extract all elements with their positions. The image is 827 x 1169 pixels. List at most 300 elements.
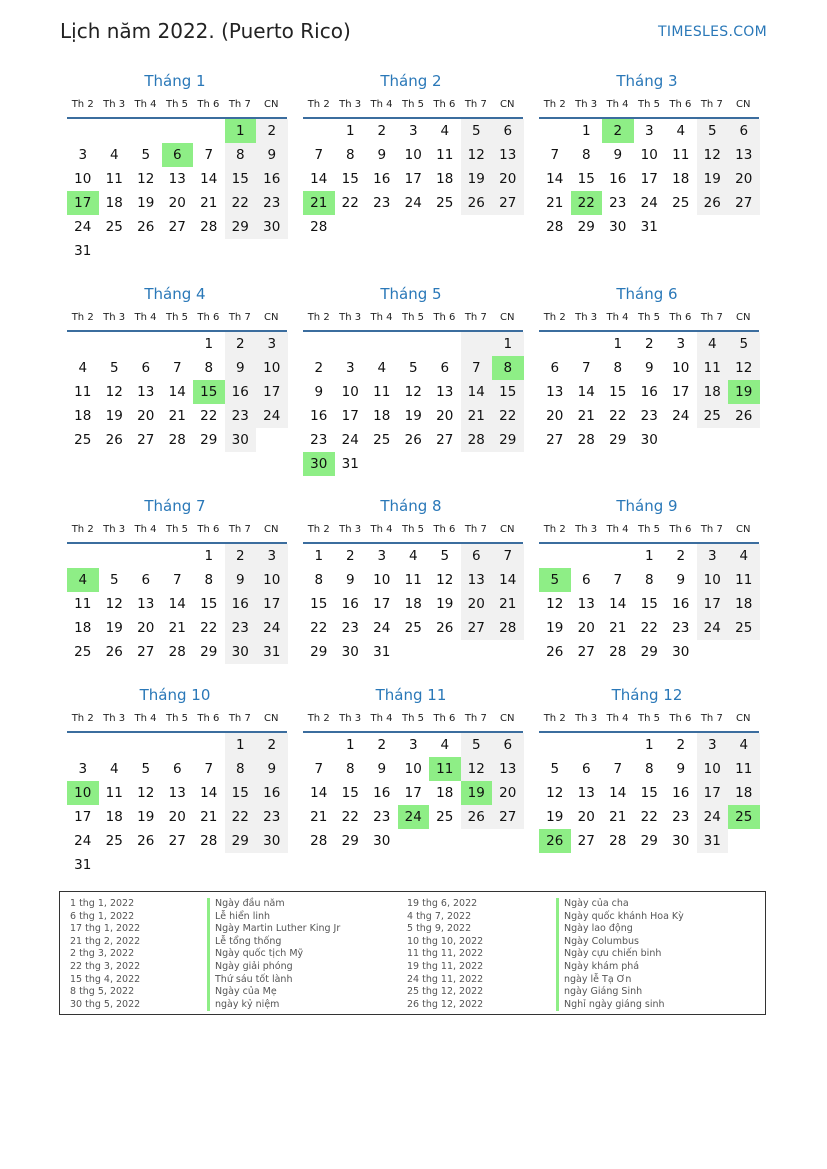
weekday-label: CN: [736, 713, 751, 724]
day-cell: 17: [640, 171, 658, 187]
day-cell: 11: [728, 757, 760, 781]
day-cell: 10: [256, 356, 288, 380]
day-cell: 22: [492, 404, 524, 428]
empty-cell: [303, 733, 335, 757]
month-name: Tháng 7: [144, 497, 206, 515]
weekday-label: Th 5: [165, 713, 188, 724]
day-cell: 19: [105, 408, 123, 424]
empty-cell: [162, 119, 194, 143]
weekday-label: Th 2: [71, 524, 94, 535]
day-cell: 18: [373, 408, 391, 424]
day-cell: 20: [137, 620, 155, 636]
day-cell: 20: [436, 408, 454, 424]
day-cell: 28: [310, 833, 328, 849]
day-cell: 30: [640, 432, 658, 448]
day-cell: 2: [256, 733, 288, 757]
day-cell: 20: [492, 781, 524, 805]
empty-cell: [571, 544, 603, 568]
day-cell: 28: [577, 432, 595, 448]
day-cell: 27: [137, 644, 155, 660]
weekday-label: Th 2: [71, 99, 94, 110]
weekday-label: Th 6: [197, 312, 220, 323]
weekday-label: CN: [500, 713, 515, 724]
day-grid: [303, 733, 523, 853]
empty-cell: [67, 544, 99, 568]
month-calendar: [67, 70, 287, 263]
weekday-label: Th 4: [370, 312, 393, 323]
weekday-label: CN: [736, 99, 751, 110]
day-cell: 30: [225, 428, 257, 452]
day-cell: 7: [550, 147, 560, 163]
day-cell: 13: [577, 596, 595, 612]
day-cell: 1: [613, 336, 623, 352]
day-cell: 8: [225, 143, 257, 167]
day-cell: 15: [577, 171, 595, 187]
weekday-label: Th 4: [370, 713, 393, 724]
empty-cell: [366, 452, 398, 476]
day-cell: 7: [172, 572, 182, 588]
weekday-label: Th 7: [700, 312, 723, 323]
legend-names-left: [207, 898, 340, 1011]
day-cell: 16: [310, 408, 328, 424]
day-cell: 15: [225, 781, 257, 805]
day-cell: 29: [341, 833, 359, 849]
day-cell: 24: [74, 219, 92, 235]
day-cell: 5: [440, 548, 450, 564]
weekday-label: Th 7: [700, 99, 723, 110]
day-grid: [303, 332, 523, 476]
day-cell: 6: [172, 761, 182, 777]
day-cell: 24: [398, 805, 430, 829]
empty-cell: [728, 215, 760, 239]
legend-date: 5 thg 9, 2022: [407, 923, 472, 935]
day-cell: 20: [492, 167, 524, 191]
day-cell: 14: [609, 596, 627, 612]
day-grid: [539, 332, 759, 452]
month-calendar: [303, 70, 523, 239]
day-cell: 28: [168, 432, 186, 448]
day-cell: 10: [672, 360, 690, 376]
day-cell: 5: [141, 147, 151, 163]
weekday-label: Th 4: [370, 99, 393, 110]
day-cell: 26: [105, 432, 123, 448]
empty-cell: [335, 215, 367, 239]
month-calendar: [539, 70, 759, 239]
day-cell: 25: [697, 404, 729, 428]
weekday-label: Th 4: [134, 713, 157, 724]
day-cell: 12: [105, 596, 123, 612]
month-name: Tháng 2: [380, 72, 442, 90]
month-calendar: [539, 283, 759, 452]
day-cell: 7: [492, 544, 524, 568]
day-cell: 10: [373, 572, 391, 588]
day-cell: 14: [168, 596, 186, 612]
site-link[interactable]: TIMESLES.COM: [658, 24, 767, 40]
month-name: Tháng 3: [616, 72, 678, 90]
day-cell: 14: [310, 171, 328, 187]
day-cell: 19: [137, 195, 155, 211]
day-cell: 9: [345, 572, 355, 588]
day-cell: 22: [200, 620, 218, 636]
day-cell: 9: [256, 143, 288, 167]
weekday-label: Th 6: [669, 524, 692, 535]
day-cell: 20: [137, 408, 155, 424]
weekday-label: Th 5: [401, 312, 424, 323]
day-cell: 6: [492, 119, 524, 143]
day-cell: 6: [550, 360, 560, 376]
day-cell: 24: [697, 616, 729, 640]
day-cell: 16: [256, 781, 288, 805]
day-cell: 4: [440, 123, 450, 139]
month-calendar: [303, 283, 523, 476]
day-cell: 7: [172, 360, 182, 376]
day-cell: 21: [492, 592, 524, 616]
empty-cell: [461, 215, 493, 239]
day-cell: 14: [461, 380, 493, 404]
day-grid: [539, 544, 759, 664]
weekday-header: [303, 310, 523, 332]
weekday-label: Th 6: [669, 312, 692, 323]
day-cell: 3: [256, 332, 288, 356]
day-cell: 11: [105, 785, 123, 801]
weekday-label: Th 6: [197, 99, 220, 110]
day-cell: 10: [404, 147, 422, 163]
day-cell: 8: [204, 572, 214, 588]
weekday-label: Th 6: [433, 524, 456, 535]
weekday-label: Th 5: [637, 524, 660, 535]
weekday-label: CN: [500, 524, 515, 535]
empty-cell: [162, 733, 194, 757]
month-calendar: [67, 283, 287, 452]
day-cell: 24: [373, 620, 391, 636]
empty-cell: [335, 332, 367, 356]
empty-cell: [256, 239, 288, 263]
day-cell: 11: [404, 572, 422, 588]
empty-cell: [162, 239, 194, 263]
weekday-label: Th 2: [307, 99, 330, 110]
day-cell: 8: [644, 761, 654, 777]
weekday-header: [67, 522, 287, 544]
empty-cell: [429, 215, 461, 239]
weekday-label: Th 4: [606, 524, 629, 535]
legend-holiday-name: Ngày giải phóng: [207, 961, 340, 974]
day-cell: 28: [546, 219, 564, 235]
day-cell: 10: [74, 171, 92, 187]
day-cell: 24: [697, 805, 729, 829]
day-cell: 9: [256, 757, 288, 781]
day-cell: 20: [168, 195, 186, 211]
day-cell: 18: [697, 380, 729, 404]
day-grid: [67, 119, 287, 263]
day-cell: 9: [377, 147, 387, 163]
day-cell: 31: [697, 829, 729, 853]
day-cell: 2: [676, 737, 686, 753]
legend-date: 8 thg 5, 2022: [70, 986, 135, 998]
weekday-header: [539, 97, 759, 119]
empty-cell: [571, 332, 603, 356]
day-cell: 25: [728, 616, 760, 640]
day-cell: 10: [697, 568, 729, 592]
day-cell: 25: [672, 195, 690, 211]
legend-holiday-name: ngày kỷ niệm: [207, 999, 340, 1012]
day-cell: 18: [728, 781, 760, 805]
day-cell: 27: [546, 432, 564, 448]
month-name: Tháng 4: [144, 285, 206, 303]
day-cell: 13: [728, 143, 760, 167]
day-cell: 16: [256, 167, 288, 191]
legend-dates-right: [407, 898, 483, 1011]
day-cell: 11: [74, 384, 92, 400]
day-cell: 2: [377, 737, 387, 753]
day-cell: 9: [676, 572, 686, 588]
weekday-label: Th 4: [606, 312, 629, 323]
day-cell: 14: [200, 171, 218, 187]
day-cell: 22: [200, 408, 218, 424]
month-name: Tháng 1: [144, 72, 206, 90]
day-cell: 23: [373, 195, 391, 211]
day-cell: 25: [404, 620, 422, 636]
weekday-label: Th 2: [307, 312, 330, 323]
weekday-header: [303, 522, 523, 544]
weekday-label: CN: [736, 312, 751, 323]
day-cell: 21: [609, 809, 627, 825]
day-cell: 2: [377, 123, 387, 139]
day-cell: 3: [676, 336, 686, 352]
day-grid: [303, 544, 523, 664]
weekday-label: Th 2: [71, 713, 94, 724]
day-cell: 27: [492, 191, 524, 215]
day-cell: 6: [141, 360, 151, 376]
day-cell: 9: [225, 568, 257, 592]
weekday-label: Th 5: [401, 713, 424, 724]
day-cell: 27: [461, 616, 493, 640]
day-cell: 22: [640, 809, 658, 825]
weekday-label: Th 2: [307, 713, 330, 724]
empty-cell: [130, 119, 162, 143]
legend-date: 24 thg 11, 2022: [407, 973, 484, 985]
day-cell: 1: [225, 733, 257, 757]
month-name: Tháng 5: [380, 285, 442, 303]
day-cell: 27: [168, 833, 186, 849]
weekday-header: [303, 711, 523, 733]
empty-cell: [697, 428, 729, 452]
day-cell: 17: [697, 592, 729, 616]
weekday-label: Th 7: [228, 312, 251, 323]
weekday-label: Th 3: [575, 99, 598, 110]
weekday-label: Th 3: [339, 713, 362, 724]
day-cell: 14: [577, 384, 595, 400]
day-cell: 8: [225, 757, 257, 781]
empty-cell: [602, 733, 634, 757]
empty-cell: [162, 332, 194, 356]
legend-date: 22 thg 3, 2022: [70, 960, 141, 972]
weekday-header: [539, 711, 759, 733]
empty-cell: [99, 332, 131, 356]
legend-holiday-name: Ngày đầu năm: [207, 898, 340, 911]
day-cell: 15: [609, 384, 627, 400]
legend-date: 17 thg 1, 2022: [70, 923, 141, 935]
day-cell: 5: [539, 568, 571, 592]
empty-cell: [461, 452, 493, 476]
day-cell: 25: [105, 833, 123, 849]
day-cell: 22: [310, 620, 328, 636]
day-cell: 19: [404, 408, 422, 424]
day-cell: 23: [256, 805, 288, 829]
day-cell: 12: [697, 143, 729, 167]
day-cell: 20: [728, 167, 760, 191]
empty-cell: [193, 239, 225, 263]
day-cell: 21: [546, 195, 564, 211]
day-cell: 28: [168, 644, 186, 660]
day-cell: 7: [314, 147, 324, 163]
empty-cell: [162, 853, 194, 877]
day-cell: 23: [672, 809, 690, 825]
day-cell: 5: [461, 733, 493, 757]
day-cell: 5: [550, 761, 560, 777]
day-cell: 15: [193, 380, 225, 404]
day-cell: 14: [200, 785, 218, 801]
day-cell: 13: [168, 785, 186, 801]
empty-cell: [99, 119, 131, 143]
day-cell: 2: [602, 119, 634, 143]
day-cell: 12: [461, 143, 493, 167]
legend-holiday-name: Ngày lao động: [556, 923, 684, 936]
holiday-legend: [59, 891, 766, 1015]
day-cell: 16: [672, 596, 690, 612]
day-cell: 18: [105, 195, 123, 211]
day-cell: 30: [256, 829, 288, 853]
empty-cell: [728, 640, 760, 664]
day-cell: 17: [256, 380, 288, 404]
day-cell: 12: [137, 785, 155, 801]
legend-holiday-name: Lễ tổng thống: [207, 936, 340, 949]
day-cell: 14: [609, 785, 627, 801]
day-cell: 30: [609, 219, 627, 235]
empty-cell: [539, 733, 571, 757]
day-cell: 27: [577, 644, 595, 660]
day-grid: [67, 733, 287, 877]
weekday-label: Th 3: [575, 713, 598, 724]
day-cell: 5: [141, 761, 151, 777]
day-cell: 13: [546, 384, 564, 400]
day-cell: 27: [728, 191, 760, 215]
day-cell: 13: [492, 757, 524, 781]
day-cell: 7: [314, 761, 324, 777]
day-cell: 6: [141, 572, 151, 588]
day-cell: 11: [105, 171, 123, 187]
day-cell: 12: [105, 384, 123, 400]
legend-date: 2 thg 3, 2022: [70, 948, 135, 960]
day-cell: 20: [546, 408, 564, 424]
weekday-label: CN: [500, 312, 515, 323]
day-cell: 6: [461, 544, 493, 568]
day-cell: 26: [539, 829, 571, 853]
day-cell: 5: [408, 360, 418, 376]
month-calendar: [539, 684, 759, 853]
day-cell: 7: [613, 572, 623, 588]
day-cell: 26: [137, 833, 155, 849]
legend-holiday-name: Ngày quốc tịch Mỹ: [207, 948, 340, 961]
empty-cell: [303, 332, 335, 356]
day-cell: 12: [546, 785, 564, 801]
legend-holiday-name: Ngày cựu chiến binh: [556, 948, 684, 961]
empty-cell: [728, 428, 760, 452]
day-cell: 16: [373, 785, 391, 801]
day-cell: 23: [310, 432, 328, 448]
legend-dates-left: [70, 898, 140, 1011]
day-cell: 18: [105, 809, 123, 825]
empty-cell: [429, 829, 461, 853]
day-cell: 2: [225, 332, 257, 356]
day-cell: 21: [200, 195, 218, 211]
empty-cell: [602, 544, 634, 568]
day-cell: 19: [436, 596, 454, 612]
day-cell: 21: [577, 408, 595, 424]
empty-cell: [429, 452, 461, 476]
weekday-label: Th 6: [197, 524, 220, 535]
day-cell: 12: [404, 384, 422, 400]
day-cell: 25: [74, 432, 92, 448]
day-cell: 29: [640, 644, 658, 660]
month-name: Tháng 11: [375, 686, 447, 704]
day-cell: 15: [310, 596, 328, 612]
empty-cell: [225, 853, 257, 877]
day-cell: 7: [461, 356, 493, 380]
day-cell: 3: [408, 737, 418, 753]
day-cell: 5: [697, 119, 729, 143]
day-cell: 16: [640, 384, 658, 400]
day-cell: 16: [225, 592, 257, 616]
day-cell: 29: [310, 644, 328, 660]
legend-holiday-name: Ngày của Mẹ: [207, 986, 340, 999]
weekday-label: Th 3: [575, 312, 598, 323]
empty-cell: [366, 332, 398, 356]
day-cell: 15: [640, 596, 658, 612]
day-cell: 1: [204, 336, 214, 352]
weekday-label: Th 3: [339, 99, 362, 110]
legend-date: 26 thg 12, 2022: [407, 998, 484, 1010]
legend-names-right: [556, 898, 684, 1011]
weekday-label: Th 5: [637, 713, 660, 724]
weekday-header: [67, 97, 287, 119]
day-cell: 22: [341, 195, 359, 211]
empty-cell: [99, 853, 131, 877]
month-name: Tháng 12: [611, 686, 683, 704]
day-cell: 21: [310, 809, 328, 825]
day-cell: 8: [204, 360, 214, 376]
day-cell: 24: [672, 408, 690, 424]
legend-date: 11 thg 11, 2022: [407, 948, 484, 960]
day-cell: 1: [644, 737, 654, 753]
day-cell: 8: [314, 572, 324, 588]
day-cell: 23: [609, 195, 627, 211]
day-cell: 3: [377, 548, 387, 564]
weekday-label: Th 2: [543, 524, 566, 535]
day-cell: 26: [436, 620, 454, 636]
day-cell: 13: [492, 143, 524, 167]
legend-holiday-name: Ngày khám phá: [556, 961, 684, 974]
empty-cell: [193, 733, 225, 757]
day-cell: 11: [728, 568, 760, 592]
day-cell: 4: [697, 332, 729, 356]
day-cell: 11: [74, 596, 92, 612]
day-cell: 17: [373, 596, 391, 612]
day-cell: 26: [137, 219, 155, 235]
day-cell: 10: [697, 757, 729, 781]
empty-cell: [256, 853, 288, 877]
day-cell: 11: [672, 147, 690, 163]
day-cell: 1: [492, 332, 524, 356]
